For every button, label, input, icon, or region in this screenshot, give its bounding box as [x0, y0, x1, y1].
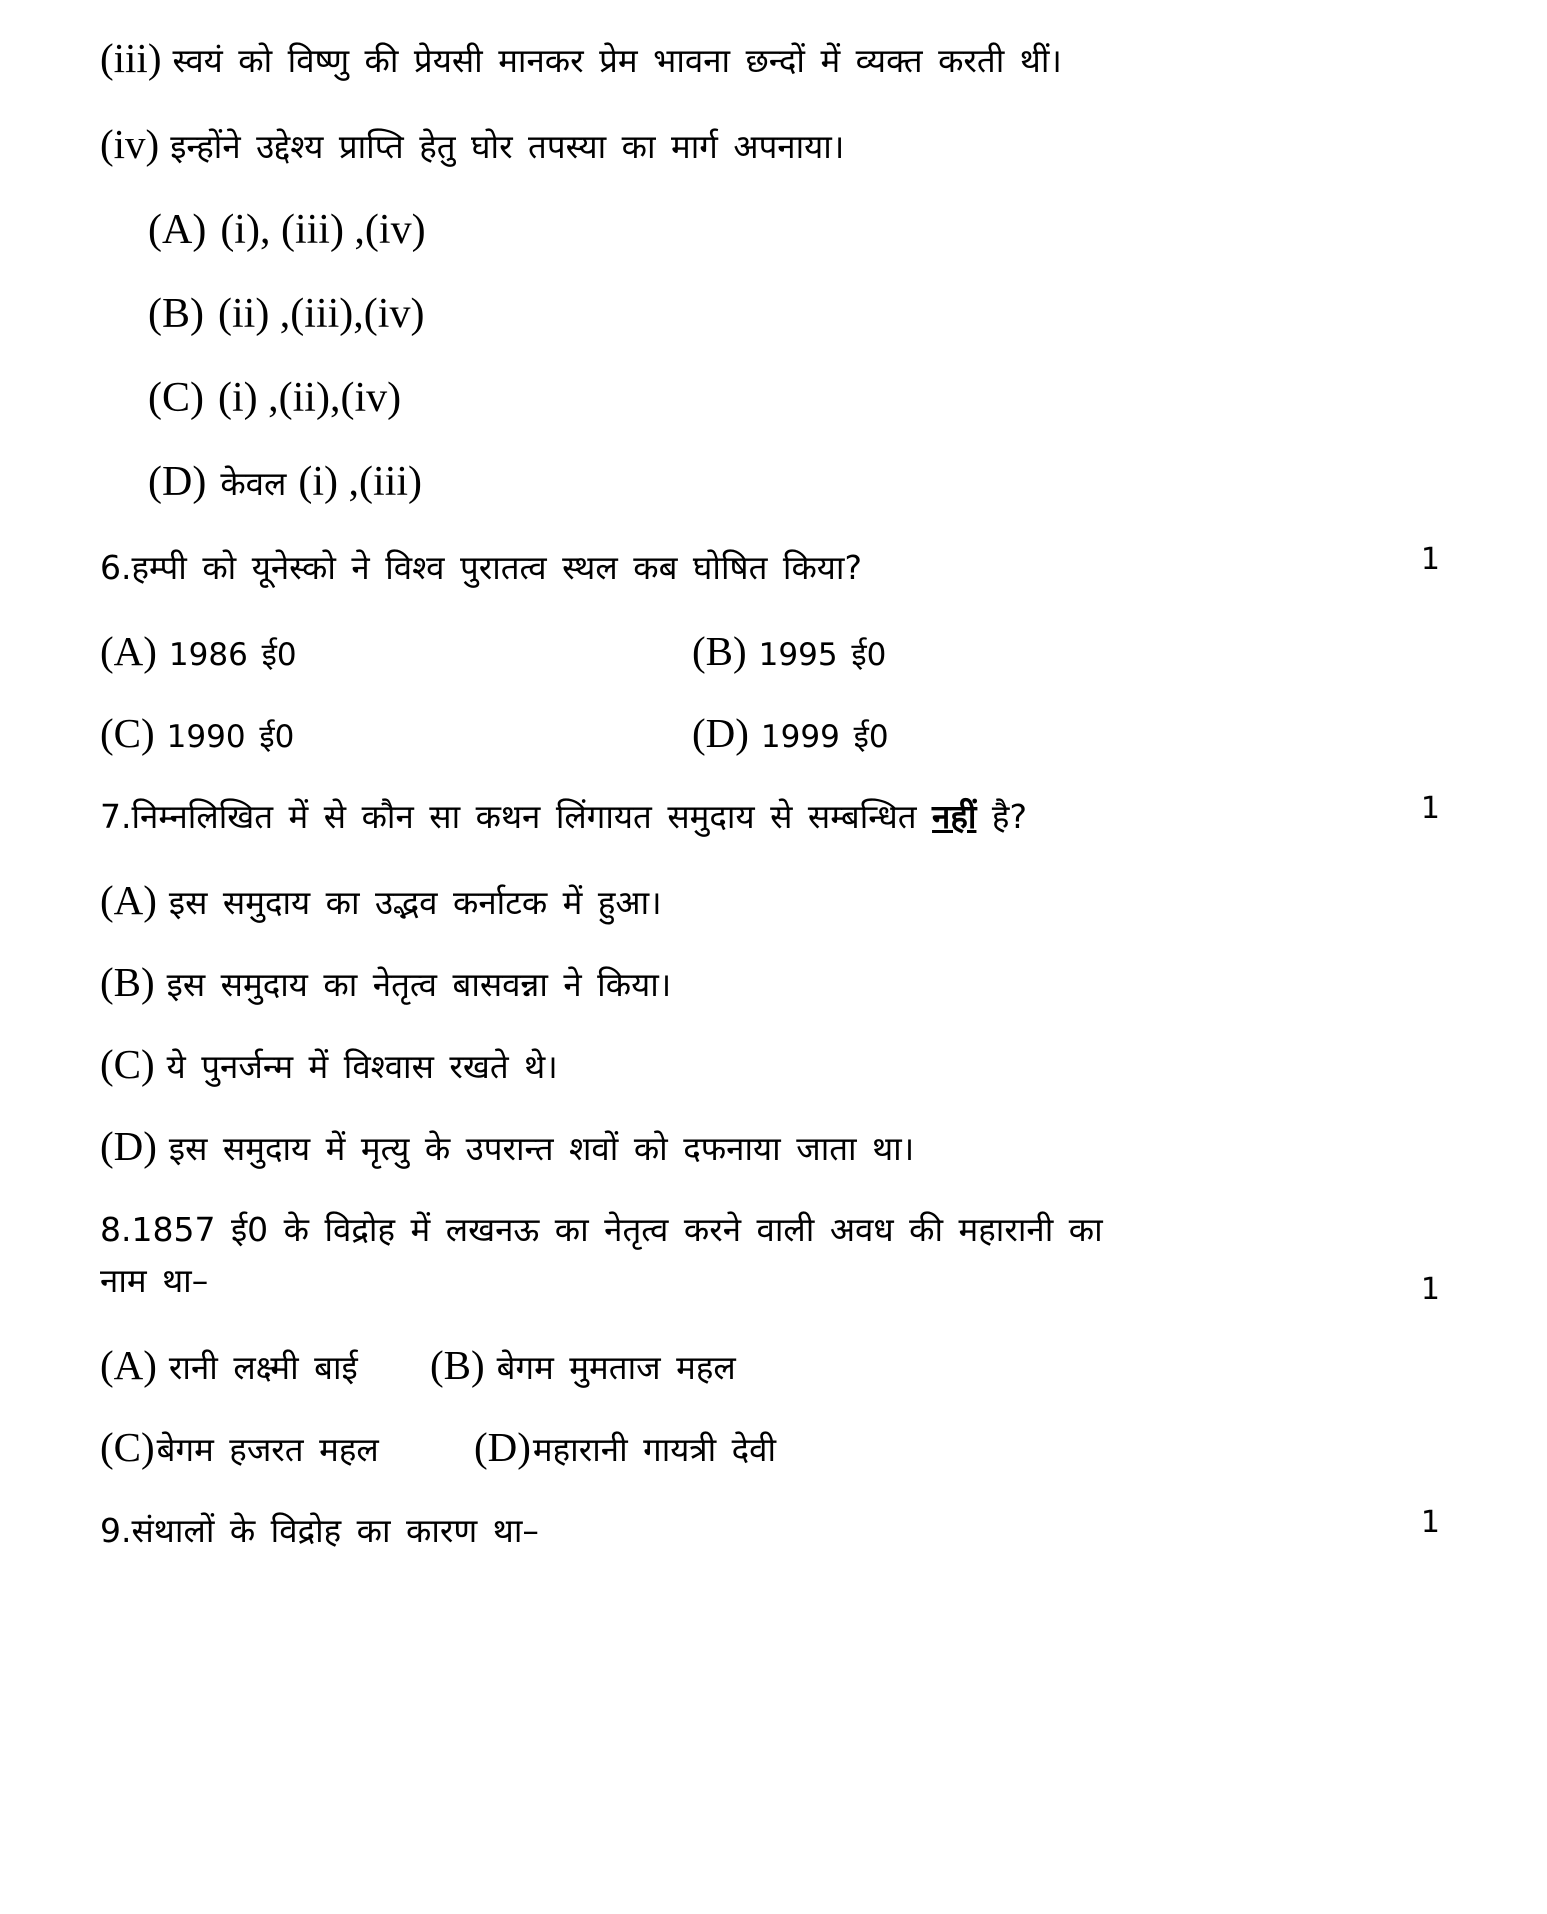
option-value: 1999 ई0 [760, 719, 889, 756]
question-7-option-a[interactable] [100, 876, 1440, 924]
question-8-number: 8. [100, 1210, 132, 1250]
option-value-c: (i) ,(ii),(iv) [218, 375, 402, 421]
question-6-options-row-1 [100, 627, 1440, 675]
question-9-text: संथालों के विद्रोह का कारण था– [131, 1510, 539, 1550]
question-7-option-d[interactable] [100, 1122, 1440, 1170]
option-value-b: (ii) ,(iii),(iv) [218, 291, 425, 337]
statement-option-a[interactable] [148, 206, 1440, 254]
option-value: 1995 ई0 [758, 637, 887, 674]
statement-label-iv: (iv) [100, 121, 160, 167]
question-8-option-a[interactable] [100, 1341, 430, 1389]
question-7-text-before: निम्नलिखित में से कौन सा कथन लिंगायत समुदाय से सम्बन्धित [131, 797, 933, 837]
question-8-options-row-2 [100, 1423, 1440, 1471]
page-content [100, 34, 1440, 1590]
question-6-option-c[interactable] [100, 709, 692, 757]
option-key: (C) [100, 710, 155, 757]
question-7-text-after: है? [976, 797, 1027, 837]
question-6-text-wrap [100, 542, 862, 593]
option-value: 1986 ई0 [168, 637, 297, 674]
option-key: (C) [100, 1041, 155, 1088]
option-key: (A) [100, 628, 157, 675]
option-key-d: (D) [148, 459, 207, 505]
option-key: (B) [692, 628, 747, 675]
question-9-marks: 1 [1420, 1504, 1440, 1540]
option-value: ये पुनर्जन्म में विश्वास रखते थे। [166, 1047, 558, 1087]
option-key: (A) [100, 1341, 157, 1388]
option-key: (C) [100, 1423, 155, 1470]
question-8 [100, 1204, 1440, 1306]
option-value-a: (i), (iii) ,(iv) [220, 207, 426, 253]
option-key: (B) [100, 959, 155, 1006]
question-6-marks: 1 [1420, 542, 1440, 577]
question-6-option-d[interactable] [692, 709, 889, 757]
option-value: बेगम मुमताज महल [496, 1347, 736, 1387]
question-8-marks: 1 [1420, 1271, 1440, 1307]
statement-row-iii [100, 34, 1440, 82]
question-6-text: हम्पी को यूनेस्को ने विश्व पुरातत्व स्थल कब घोषित किया? [131, 548, 862, 587]
option-value: 1990 ई0 [166, 719, 295, 756]
question-8-line-1 [100, 1204, 1103, 1255]
question-7-emphasis: नहीं [932, 797, 977, 837]
option-key-a: (A) [148, 207, 207, 253]
option-value: इस समुदाय का नेतृत्व बासवन्ना ने किया। [166, 965, 672, 1005]
question-9-number: 9. [100, 1510, 132, 1550]
question-6-options-row-2 [100, 709, 1440, 757]
statement-option-c[interactable] [148, 374, 1440, 422]
statement-label-iii: (iii) [100, 35, 162, 81]
question-7-text-wrap [100, 791, 1027, 842]
option-value: बेगम हजरत महल [156, 1429, 379, 1469]
question-6-number: 6. [100, 548, 132, 587]
statement-row-iv [100, 120, 1440, 168]
option-key: (D) [474, 1423, 531, 1470]
option-value: इस समुदाय का उद्भव कर्नाटक में हुआ। [168, 883, 662, 923]
option-value: रानी लक्ष्मी बाई [168, 1347, 358, 1387]
statement-option-d[interactable] [148, 458, 1440, 506]
question-8-option-d[interactable] [474, 1423, 776, 1471]
question-8-text-line1: 1857 ई0 के विद्रोह में लखनऊ का नेतृत्व करने वाली अवध की महारानी का [131, 1210, 1103, 1250]
question-6-option-a[interactable] [100, 627, 692, 675]
question-8-text-wrap [100, 1204, 1103, 1306]
question-7 [100, 791, 1440, 842]
option-key-c: (C) [148, 375, 204, 421]
option-value-d: (i) ,(iii) [298, 459, 423, 505]
question-9-text-wrap [100, 1505, 539, 1556]
question-9 [100, 1505, 1440, 1556]
statement-text-iii: स्वयं को विष्णु की प्रेयसी मानकर प्रेम भावना छन्दों में व्यक्त करती थीं। [172, 41, 1062, 80]
option-key: (D) [100, 1123, 157, 1170]
question-8-text-line2: नाम था– [100, 1261, 209, 1301]
question-8-options-row-1 [100, 1341, 1440, 1389]
option-key-b: (B) [148, 291, 204, 337]
option-key: (A) [100, 877, 157, 924]
statement-text-iv: इन्होंने उद्देश्य प्राप्ति हेतु घोर तपस्या का मार्ग अपनाया। [170, 127, 845, 166]
question-7-option-b[interactable] [100, 958, 1440, 1006]
question-6-option-b[interactable] [692, 627, 886, 675]
question-6 [100, 542, 1440, 593]
option-value: इस समुदाय में मृत्यु के उपरान्त शवों को दफनाया जाता था। [168, 1129, 915, 1169]
question-8-option-c[interactable] [100, 1423, 430, 1471]
option-value: महारानी गायत्री देवी [532, 1429, 777, 1469]
question-7-marks: 1 [1420, 791, 1440, 827]
question-7-number: 7. [100, 797, 132, 837]
option-key: (B) [430, 1341, 485, 1388]
question-8-option-b[interactable] [430, 1341, 736, 1389]
option-value-d-prefix: केवल [220, 464, 287, 503]
question-7-option-c[interactable] [100, 1040, 1440, 1088]
option-key: (D) [692, 710, 749, 757]
statement-option-b[interactable] [148, 290, 1440, 338]
